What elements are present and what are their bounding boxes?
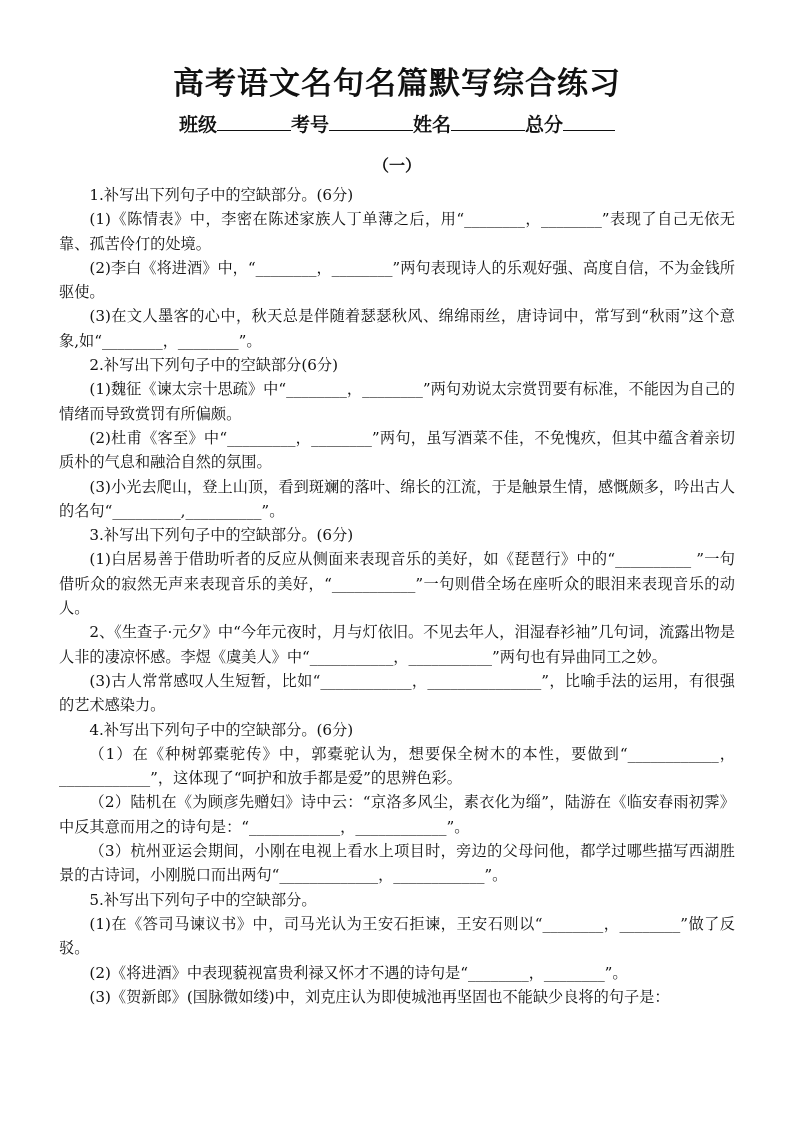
section-heading: （一） bbox=[372, 156, 421, 175]
student-info-line bbox=[0, 110, 794, 137]
question-item: （1）在《种树郭橐驼传》中，郭橐驼认为，想要保全树木的本性，要做到“____________，____________”，这体现了“呵护和放手都是爱”的思辨色彩。 bbox=[59, 744, 735, 788]
question-heading-1: 1.补写出下列句子中的空缺部分。(6分) bbox=[89, 186, 354, 204]
name-blank[interactable] bbox=[451, 112, 525, 131]
class-blank[interactable] bbox=[217, 112, 291, 131]
question-item: (2)李白《将进酒》中，“________，________”两句表现诗人的乐观好强、高度自信，不为金钱所驱使。 bbox=[59, 258, 735, 302]
exam-no-blank[interactable] bbox=[329, 112, 413, 131]
exam-no-label: 考号 bbox=[290, 114, 329, 136]
question-item: (1)白居易善于借助听者的反应从侧面来表现音乐的美好，如《琵琶行》中的“__________ ”一句借听众的寂然无声来表现音乐的美好，“___________”一句则借全场在座听众的眼泪来表现音乐的动人。 bbox=[59, 550, 735, 618]
question-body bbox=[59, 183, 735, 1009]
question-item: (2)《将进酒》中表现藐视富贵利禄又怀才不遇的诗句是“________，________”。 bbox=[89, 963, 628, 982]
question-item: (1)在《答司马谏议书》中，司马光认为王安石拒谏，王安石则以“________，________”做了反驳。 bbox=[59, 914, 735, 958]
question-item: (3)古人常常感叹人生短暂，比如“____________，_______________”，比喻手法的运用，有很强的艺术感染力。 bbox=[59, 671, 735, 715]
question-heading-5: 5.补写出下列句子中的空缺部分。 bbox=[89, 890, 317, 909]
question-item: (1)《陈情表》中，李密在陈述家族人丁单薄之后，用“________，________”表现了自己无依无靠、孤苦伶仃的处境。 bbox=[59, 210, 735, 253]
question-heading-2: 2.补写出下列句子中的空缺部分(6分) bbox=[89, 356, 339, 375]
page-title: 高考语文名句名篇默写综合练习 bbox=[173, 66, 621, 102]
score-label: 总分 bbox=[525, 114, 564, 136]
question-item: (3)小光去爬山，登上山顶，看到斑斓的落叶、绵长的江流，于是触景生情，感慨颇多，吟出古人的名句“_________,__________”。 bbox=[59, 477, 735, 520]
question-item: (1)魏征《谏太宗十思疏》中“________，________”两句劝说太宗赏罚要有标准，不能因为自己的情绪而导致赏罚有所偏颇。 bbox=[59, 380, 735, 423]
question-item: （3）杭州亚运会期间，小刚在电视上看水上项目时，旁边的父母问他，都学过哪些描写西湖胜景的古诗词，小刚脱口而出两句“_____________，____________”。 bbox=[59, 842, 735, 885]
question-heading-4: 4.补写出下列句子中的空缺部分。(6分) bbox=[89, 720, 354, 739]
question-item: (3)《贺新郎》(国脉微如缕)中，刘克庄认为即使城池再坚固也不能缺少良将的句子是： bbox=[89, 987, 670, 1006]
question-heading-3: 3.补写出下列句子中的空缺部分。(6分) bbox=[89, 526, 354, 545]
name-label: 姓名 bbox=[413, 114, 452, 136]
question-item: (3)在文人墨客的心中，秋天总是伴随着瑟瑟秋风、绵绵雨丝，唐诗词中，常写到“秋雨”这个意象,如“________，________”。 bbox=[59, 307, 735, 350]
class-label: 班级 bbox=[178, 114, 217, 136]
question-item: 2、《生查子·元夕》中“今年元夜时，月与灯依旧。不见去年人，泪湿春衫袖”几句词，流露出物是人非的凄凉怀感。李煜《虞美人》中“___________，___________”两句也有异曲同工之妙。 bbox=[59, 623, 735, 666]
question-item: (2)杜甫《客至》中“_________，________”两句，虽写酒菜不佳，不免愧疚，但其中蕴含着亲切质朴的气息和融洽自然的氛围。 bbox=[59, 428, 735, 472]
question-item: （2）陆机在《为顾彦先赠妇》诗中云：“京洛多风尘，素衣化为缁”，陆游在《临安春雨初霁》中反其意而用之的诗句是：“____________，____________”。 bbox=[59, 793, 735, 836]
score-blank[interactable] bbox=[563, 112, 615, 131]
